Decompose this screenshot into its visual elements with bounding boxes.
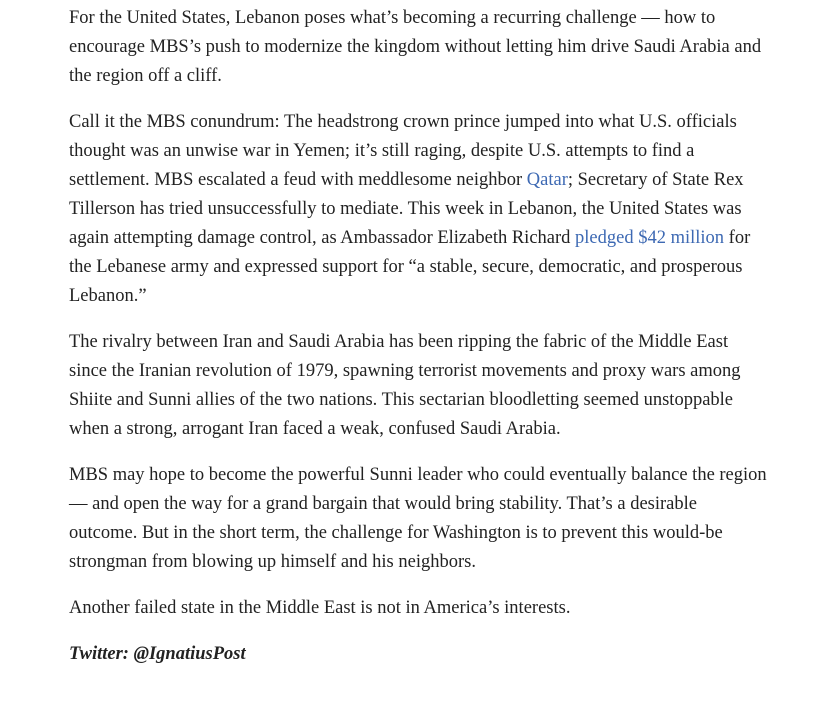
paragraph-2-text-a: Call it the MBS conundrum: The headstrong crown prince jumped into what U.S. officials thought was an unwise war in Yemen; it’s still raging, despite U.S. attempts to find a settlement. MBS escalated a feud with meddlesome neighbor <box>69 112 737 190</box>
twitter-signature: Twitter: @IgnatiusPost <box>69 644 246 664</box>
paragraph-1: For the United States, Lebanon poses what’s becoming a recurring challenge — how to encourage MBS’s push to modernize the kingdom without letting him drive Saudi Arabia and the region off a cliff. <box>69 8 762 86</box>
paragraph-5: Another failed state in the Middle East is not in America’s interests. <box>69 598 571 618</box>
qatar-link[interactable]: Qatar <box>526 170 568 190</box>
article-body <box>69 4 769 669</box>
paragraph-2-text-c: for the Lebanese army and expressed support for “a stable, secure, democratic, and prosperous Lebanon.” <box>69 228 751 306</box>
paragraph-4: MBS may hope to become the powerful Sunni leader who could eventually balance the region — and open the way for a grand bargain that would bring stability. That’s a desirable outcome. But in the short term, the challenge for Washington is to prevent this would-be strongman from blowing up himself and his neighbors. <box>69 465 767 572</box>
paragraph-2-text-b: ; Secretary of State Rex Tillerson has tried unsuccessfully to mediate. This week in Lebanon, the United States was again attempting damage control, as Ambassador Elizabeth Richard <box>69 170 744 248</box>
paragraph-2 <box>69 108 769 311</box>
paragraph-3: The rivalry between Iran and Saudi Arabia has been ripping the fabric of the Middle East since the Iranian revolution of 1979, spawning terrorist movements and proxy wars among Shiite and Sunni allies of the two nations. This sectarian bloodletting seemed unstoppable when a strong, arrogant Iran faced a weak, confused Saudi Arabia. <box>69 332 741 439</box>
pledged-42-million-link[interactable]: pledged $42 million <box>575 228 725 248</box>
